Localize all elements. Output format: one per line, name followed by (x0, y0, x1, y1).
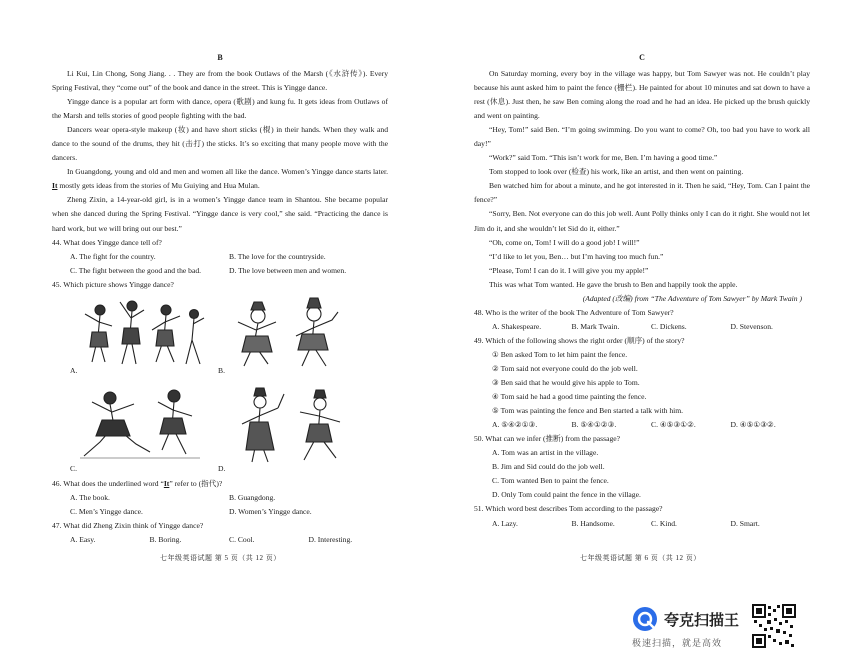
option[interactable]: B. Mark Twain. (571, 321, 620, 331)
option[interactable]: A. Easy. (70, 534, 96, 544)
option[interactable]: A. Shakespeare. (492, 321, 542, 331)
question-44-options (52, 250, 388, 278)
passage-paragraph: “I’d like to let you, Ben… but I’m having too much fun.” (489, 251, 664, 261)
page-footer-left: 七年级英语试题 第 5 页（共 12 页） (160, 554, 281, 562)
picture-c[interactable] (70, 384, 210, 474)
picture-label: B. (218, 365, 225, 375)
option[interactable]: D. Interesting. (308, 534, 353, 544)
passage-paragraph: “Sorry, Ben. Not everyone can do this job well. Aunt Polly thinks only I can do it right. She would not let Jim do it, and she wouldn’t let Sid do it, either.” (474, 209, 810, 233)
question-49: 49. Which of the following shows the right order (顺序) of the story? (474, 335, 685, 345)
passage-paragraph: Yingge dance is a popular art form with dance, opera (歌剧) and kung fu. It gets ideas from Outlaws of the Marsh and tells stories of good people fighting with the bad. (52, 97, 388, 121)
option[interactable]: C. Tom wanted Ben to paint the fence. (492, 476, 609, 486)
watermark-header (632, 606, 739, 632)
option[interactable]: B. The love for the countryside. (229, 251, 326, 261)
scanner-watermark (632, 606, 739, 649)
option[interactable]: B. Guangdong. (229, 492, 276, 502)
question-48: 48. Who is the writer of the book The Adventure of Tom Sawyer? (474, 307, 674, 317)
section-title-b: B (217, 53, 223, 62)
question-49-events (474, 348, 810, 418)
passage-paragraph: Ben watched him for about a minute, and he got interested in it. Then he said, “Hey, Tom. Can I paint the fence?” (474, 181, 810, 205)
question-50-options (474, 446, 810, 502)
option[interactable]: C. Kind. (651, 518, 677, 528)
underlined-word: It (163, 478, 170, 488)
question-50: 50. What can we infer (推断) from the passage? (474, 434, 620, 444)
question-46-options (52, 491, 388, 519)
passage-paragraph: On Saturday morning, every boy in the village was happy, but Tom Sawyer was not. He couldn’t play because his aunt asked him to paint the fence (栅栏). He painted for about 10 minutes and sat down to have a rest (休息). Just then, he saw Ben coming along the road and he had an idea. He picked up the brush quickly and went on painting. (474, 69, 810, 121)
page-footer-right: 七年级英语试题 第 6 页（共 12 页） (580, 554, 701, 562)
option[interactable]: A. The fight for the country. (70, 251, 156, 261)
option[interactable]: D. ④⑤①③②. (730, 420, 776, 430)
option[interactable]: C. The fight between the good and the bad. (70, 265, 202, 275)
section-title-c: C (639, 53, 645, 62)
question-text: ” refer to (指代)? (169, 478, 223, 488)
option[interactable]: B. ⑤④①②③. (571, 420, 617, 430)
underlined-word: It (52, 181, 58, 191)
option[interactable]: B. Jim and Sid could do the job well. (492, 462, 605, 472)
question-51: 51. Which word best describes Tom according to the passage? (474, 504, 663, 514)
question-51-options (474, 517, 810, 531)
option[interactable]: A. Tom was an artist in the village. (492, 448, 599, 458)
option[interactable]: A. The book. (70, 492, 110, 502)
opera-performers-illustration (218, 384, 358, 474)
passage-paragraph: “Work?” said Tom. “This isn’t work for me, Ben. I’m having a good time.” (489, 153, 718, 163)
question-46 (52, 477, 388, 491)
picture-d[interactable] (218, 384, 358, 474)
question-text: 46. What does the underlined word “ (52, 478, 164, 488)
quark-logo-icon (632, 606, 658, 632)
option[interactable]: C. Men’s Yingge dance. (70, 506, 143, 516)
question-47-options (52, 533, 388, 547)
watermark-slogan: 极速扫描，就是高效 (632, 639, 723, 649)
stick-dancers-illustration (70, 384, 210, 474)
question-45: 45. Which picture shows Yingge dance? (52, 279, 174, 289)
watermark-title: 夸克扫描王 (664, 610, 740, 629)
passage-paragraph: Dancers wear opera-style makeup (妆) and have short sticks (棍) in their hands. When they walk and dance to the sound of the drums, they hit (击打) the sticks. It’s so exciting that many people move with the dancers. (52, 125, 388, 163)
question-49-options (474, 418, 810, 432)
picture-b[interactable] (218, 292, 358, 378)
option[interactable]: D. Stevenson. (730, 321, 773, 331)
question-44: 44. What does Yingge dance tell of? (52, 237, 162, 247)
picture-label: D. (218, 463, 226, 473)
source-credit: (Adapted (改编) from “The Adventure of Tom Sawyer” by Mark Twain ) (582, 293, 802, 303)
picture-label: C. (70, 463, 77, 473)
folk-dancers-illustration (70, 292, 210, 378)
paragraph-text: mostly gets ideas from the stories of Mu Guiying and Hua Mulan. (59, 181, 260, 191)
left-page (52, 52, 388, 547)
option[interactable]: D. Smart. (730, 518, 760, 528)
picture-label: A. (70, 365, 78, 375)
passage-paragraph-underlined (52, 165, 388, 193)
option[interactable]: D. Women’s Yingge dance. (229, 506, 312, 516)
story-event: ② Tom said not everyone could do the job well. (492, 363, 638, 373)
option[interactable]: B. Handsome. (571, 518, 615, 528)
option[interactable]: D. Only Tom could paint the fence in the village. (492, 490, 641, 500)
paragraph-text: In Guangdong, young and old and men and women all like the dance. Women’s Yingge dance starts later. (67, 167, 388, 177)
opera-warriors-illustration (218, 292, 358, 378)
passage-paragraph: “Please, Tom! I can do it. I will give you my apple!” (489, 265, 649, 275)
option[interactable]: B. Boring. (149, 534, 182, 544)
option[interactable]: C. Dickens. (651, 321, 687, 331)
passage-paragraph: “Hey, Tom!” said Ben. “I’m going swimming. Do you want to come? Oh, too bad you have to work all day!” (474, 125, 810, 149)
story-event: ③ Ben said that he would give his apple to Tom. (492, 378, 640, 388)
right-page (474, 52, 810, 531)
passage-paragraph: Zheng Zixin, a 14-year-old girl, is in a women’s Yingge dance team in Shantou. She became popular when she danced during the Spring Festival. “Yingge dance is very cool,” she said. “Practicing the dance is hard work, but we will bring out our best.” (52, 195, 388, 233)
passage-paragraph: “Oh, come on, Tom! I will do a good job! I will!” (489, 237, 640, 247)
question-48-options (474, 320, 810, 334)
story-event: ① Ben asked Tom to let him paint the fence. (492, 349, 628, 359)
picture-a[interactable] (70, 292, 210, 378)
question-45-pictures (52, 292, 388, 477)
passage-paragraph: Li Kui, Lin Chong, Song Jiang. . . They are from the book Outlaws of the Marsh (《水浒传》). Every Spring Festival, they “come out” of the book and dance in the street. This is Yingge dance. (52, 69, 388, 93)
qr-code-icon[interactable] (752, 604, 796, 648)
option[interactable]: A. ⑤④②①③. (492, 420, 538, 430)
question-47: 47. What did Zheng Zixin think of Yingge dance? (52, 520, 204, 530)
option[interactable]: D. The love between men and women. (229, 265, 347, 275)
passage-paragraph: Tom stopped to look over (检查) his work, like an artist, and then went on painting. (489, 167, 744, 177)
story-event: ⑤ Tom was painting the fence and Ben started a talk with him. (492, 406, 684, 416)
option[interactable]: A. Lazy. (492, 518, 518, 528)
option[interactable]: C. Cool. (229, 534, 255, 544)
option[interactable]: C. ④⑤③①②. (651, 420, 696, 430)
story-event: ④ Tom said he had a good time painting the fence. (492, 392, 647, 402)
passage-paragraph: This was what Tom wanted. He gave the brush to Ben and happily took the apple. (489, 279, 738, 289)
